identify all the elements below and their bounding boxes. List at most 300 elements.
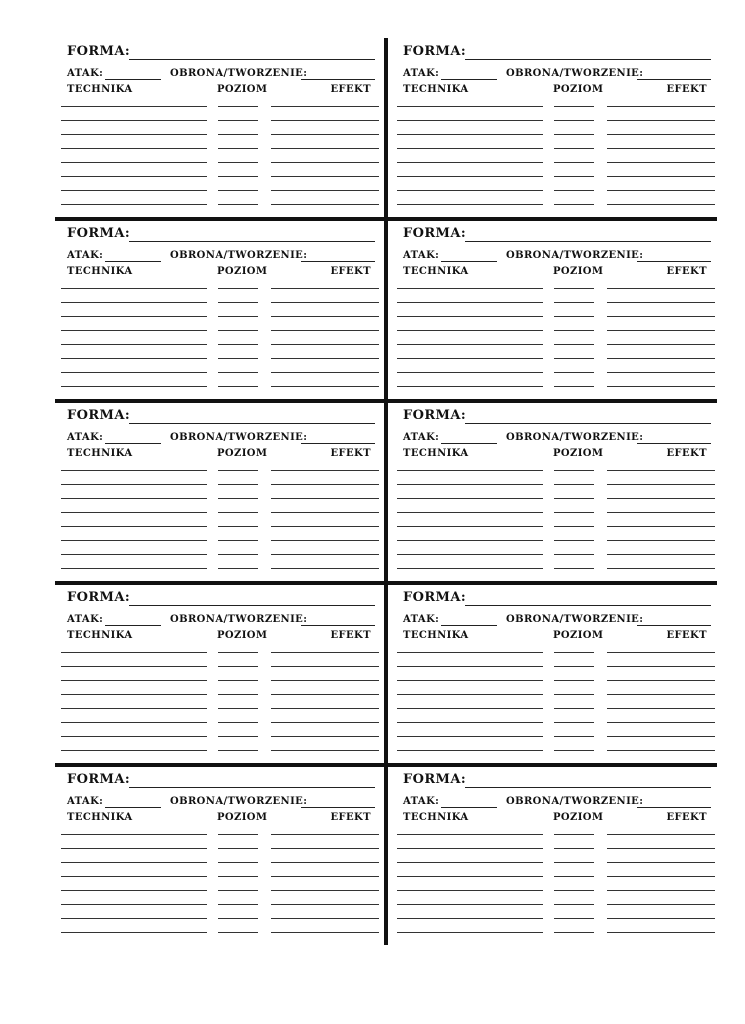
efekt-line[interactable] — [271, 722, 379, 723]
efekt-line[interactable] — [271, 190, 379, 191]
technika-line[interactable] — [61, 526, 207, 527]
poziom-line[interactable] — [218, 134, 258, 135]
poziom-line[interactable] — [218, 288, 258, 289]
efekt-line[interactable] — [271, 526, 379, 527]
poziom-line[interactable] — [218, 750, 258, 751]
poziom-line[interactable] — [554, 694, 594, 695]
efekt-line[interactable] — [607, 470, 715, 471]
obrona-input-line[interactable] — [301, 261, 375, 262]
technika-line[interactable] — [61, 722, 207, 723]
poziom-line[interactable] — [218, 834, 258, 835]
poziom-line[interactable] — [218, 204, 258, 205]
poziom-line[interactable] — [218, 358, 258, 359]
efekt-line[interactable] — [271, 652, 379, 653]
poziom-line[interactable] — [554, 344, 594, 345]
efekt-line[interactable] — [607, 666, 715, 667]
technika-header: TECHNIKA — [67, 266, 133, 277]
efekt-line[interactable] — [271, 918, 379, 919]
technika-line[interactable] — [61, 554, 207, 555]
atak-input-line[interactable] — [441, 79, 497, 80]
poziom-line[interactable] — [218, 918, 258, 919]
technika-line[interactable] — [61, 862, 207, 863]
poziom-line[interactable] — [218, 554, 258, 555]
forma-label: FORMA: — [67, 44, 131, 59]
technika-line[interactable] — [61, 176, 207, 177]
efekt-line[interactable] — [607, 344, 715, 345]
technika-line[interactable] — [397, 848, 543, 849]
efekt-line[interactable] — [607, 302, 715, 303]
poziom-line[interactable] — [218, 666, 258, 667]
technika-line[interactable] — [61, 568, 207, 569]
poziom-line[interactable] — [218, 680, 258, 681]
atak-label: ATAK: — [67, 250, 104, 261]
efekt-line[interactable] — [607, 736, 715, 737]
obrona-tworzenie-label: OBRONA/TWORZENIE: — [170, 68, 308, 79]
efekt-line[interactable] — [271, 750, 379, 751]
poziom-line[interactable] — [554, 302, 594, 303]
atak-input-line[interactable] — [105, 261, 161, 262]
poziom-line[interactable] — [554, 526, 594, 527]
poziom-line[interactable] — [554, 358, 594, 359]
technika-line[interactable] — [61, 890, 207, 891]
poziom-line[interactable] — [218, 372, 258, 373]
technika-line[interactable] — [397, 288, 543, 289]
poziom-line[interactable] — [554, 330, 594, 331]
efekt-line[interactable] — [271, 176, 379, 177]
efekt-line[interactable] — [271, 708, 379, 709]
poziom-line[interactable] — [554, 554, 594, 555]
efekt-line[interactable] — [271, 386, 379, 387]
efekt-header: EFEKT — [330, 448, 371, 459]
poziom-line[interactable] — [554, 484, 594, 485]
technika-line[interactable] — [61, 204, 207, 205]
efekt-line[interactable] — [271, 848, 379, 849]
technika-line[interactable] — [61, 498, 207, 499]
poziom-line[interactable] — [554, 372, 594, 373]
poziom-line[interactable] — [218, 148, 258, 149]
technika-line[interactable] — [397, 708, 543, 709]
obrona-input-line[interactable] — [301, 79, 375, 80]
poziom-line[interactable] — [218, 694, 258, 695]
poziom-line[interactable] — [218, 512, 258, 513]
poziom-line[interactable] — [218, 470, 258, 471]
efekt-line[interactable] — [607, 190, 715, 191]
poziom-line[interactable] — [554, 568, 594, 569]
forma-label: FORMA: — [403, 44, 467, 59]
poziom-line[interactable] — [554, 680, 594, 681]
technika-line[interactable] — [397, 862, 543, 863]
efekt-line[interactable] — [607, 148, 715, 149]
poziom-line[interactable] — [554, 386, 594, 387]
efekt-line[interactable] — [271, 162, 379, 163]
atak-input-line[interactable] — [441, 261, 497, 262]
poziom-line[interactable] — [554, 120, 594, 121]
efekt-line[interactable] — [271, 890, 379, 891]
technika-line[interactable] — [397, 484, 543, 485]
efekt-line[interactable] — [607, 162, 715, 163]
efekt-line[interactable] — [607, 106, 715, 107]
forma-input-line[interactable] — [465, 423, 711, 424]
poziom-line[interactable] — [554, 666, 594, 667]
technika-line[interactable] — [397, 568, 543, 569]
poziom-header: POZIOM — [553, 812, 604, 823]
poziom-line[interactable] — [218, 904, 258, 905]
efekt-line[interactable] — [607, 568, 715, 569]
technika-line[interactable] — [397, 512, 543, 513]
technika-line[interactable] — [397, 652, 543, 653]
efekt-line[interactable] — [607, 694, 715, 695]
technika-line[interactable] — [61, 134, 207, 135]
efekt-line[interactable] — [271, 484, 379, 485]
poziom-line[interactable] — [218, 484, 258, 485]
vertical-divider — [384, 38, 388, 945]
atak-input-line[interactable] — [105, 807, 161, 808]
poziom-line[interactable] — [218, 120, 258, 121]
efekt-line[interactable] — [271, 148, 379, 149]
efekt-line[interactable] — [607, 876, 715, 877]
efekt-line[interactable] — [607, 512, 715, 513]
technika-line[interactable] — [397, 358, 543, 359]
efekt-line[interactable] — [271, 512, 379, 513]
forma-input-line[interactable] — [129, 59, 375, 60]
efekt-line[interactable] — [271, 876, 379, 877]
efekt-line[interactable] — [271, 862, 379, 863]
technika-line[interactable] — [61, 512, 207, 513]
efekt-line[interactable] — [607, 722, 715, 723]
technika-line[interactable] — [61, 694, 207, 695]
technika-line[interactable] — [397, 204, 543, 205]
poziom-line[interactable] — [218, 498, 258, 499]
poziom-line[interactable] — [218, 162, 258, 163]
technika-line[interactable] — [397, 120, 543, 121]
technika-line[interactable] — [61, 904, 207, 905]
technika-line[interactable] — [397, 736, 543, 737]
technika-line[interactable] — [61, 288, 207, 289]
efekt-line[interactable] — [607, 316, 715, 317]
poziom-line[interactable] — [554, 708, 594, 709]
poziom-line[interactable] — [554, 288, 594, 289]
atak-label: ATAK: — [67, 432, 104, 443]
efekt-line[interactable] — [607, 358, 715, 359]
obrona-input-line[interactable] — [637, 79, 711, 80]
technika-line[interactable] — [397, 666, 543, 667]
atak-input-line[interactable] — [441, 443, 497, 444]
efekt-line[interactable] — [271, 470, 379, 471]
technika-line[interactable] — [61, 484, 207, 485]
technika-line[interactable] — [397, 540, 543, 541]
efekt-line[interactable] — [607, 484, 715, 485]
efekt-line[interactable] — [271, 904, 379, 905]
technika-line[interactable] — [397, 876, 543, 877]
poziom-header: POZIOM — [217, 630, 268, 641]
efekt-line[interactable] — [607, 134, 715, 135]
forma-input-line[interactable] — [465, 787, 711, 788]
efekt-line[interactable] — [607, 330, 715, 331]
technika-line[interactable] — [61, 680, 207, 681]
poziom-line[interactable] — [554, 722, 594, 723]
forma-input-line[interactable] — [465, 59, 711, 60]
forma-input-line[interactable] — [129, 241, 375, 242]
technika-line[interactable] — [61, 358, 207, 359]
technika-line[interactable] — [61, 932, 207, 933]
technika-line[interactable] — [61, 652, 207, 653]
poziom-line[interactable] — [554, 540, 594, 541]
efekt-header: EFEKT — [330, 630, 371, 641]
obrona-input-line[interactable] — [301, 807, 375, 808]
obrona-input-line[interactable] — [637, 261, 711, 262]
poziom-line[interactable] — [218, 386, 258, 387]
poziom-line[interactable] — [218, 176, 258, 177]
technika-line[interactable] — [397, 890, 543, 891]
efekt-line[interactable] — [271, 540, 379, 541]
efekt-line[interactable] — [607, 526, 715, 527]
efekt-line[interactable] — [271, 204, 379, 205]
poziom-line[interactable] — [554, 876, 594, 877]
obrona-tworzenie-label: OBRONA/TWORZENIE: — [506, 614, 644, 625]
forma-input-line[interactable] — [129, 787, 375, 788]
technika-line[interactable] — [397, 134, 543, 135]
technika-line[interactable] — [397, 106, 543, 107]
technika-line[interactable] — [397, 386, 543, 387]
efekt-line[interactable] — [271, 554, 379, 555]
technika-line[interactable] — [61, 666, 207, 667]
technika-line[interactable] — [397, 526, 543, 527]
technika-line[interactable] — [61, 834, 207, 835]
forma-input-line[interactable] — [465, 241, 711, 242]
forma-label: FORMA: — [403, 590, 467, 605]
poziom-line[interactable] — [554, 904, 594, 905]
poziom-line[interactable] — [218, 568, 258, 569]
form-card — [391, 584, 713, 762]
poziom-line[interactable] — [554, 498, 594, 499]
technika-line[interactable] — [61, 372, 207, 373]
efekt-line[interactable] — [607, 288, 715, 289]
poziom-line[interactable] — [554, 652, 594, 653]
technika-line[interactable] — [61, 148, 207, 149]
poziom-line[interactable] — [218, 106, 258, 107]
efekt-line[interactable] — [271, 834, 379, 835]
technika-line[interactable] — [61, 540, 207, 541]
technika-line[interactable] — [61, 848, 207, 849]
efekt-line[interactable] — [607, 680, 715, 681]
poziom-line[interactable] — [218, 848, 258, 849]
poziom-line[interactable] — [554, 162, 594, 163]
technika-line[interactable] — [397, 162, 543, 163]
technika-line[interactable] — [397, 834, 543, 835]
poziom-line[interactable] — [218, 330, 258, 331]
poziom-line[interactable] — [554, 134, 594, 135]
technika-line[interactable] — [61, 120, 207, 121]
efekt-line[interactable] — [607, 890, 715, 891]
obrona-input-line[interactable] — [301, 443, 375, 444]
poziom-line[interactable] — [554, 918, 594, 919]
poziom-line[interactable] — [554, 750, 594, 751]
efekt-line[interactable] — [607, 386, 715, 387]
obrona-input-line[interactable] — [637, 807, 711, 808]
technika-line[interactable] — [397, 344, 543, 345]
technika-line[interactable] — [61, 106, 207, 107]
efekt-line[interactable] — [271, 134, 379, 135]
efekt-line[interactable] — [271, 694, 379, 695]
obrona-tworzenie-label: OBRONA/TWORZENIE: — [506, 796, 644, 807]
obrona-input-line[interactable] — [301, 625, 375, 626]
poziom-line[interactable] — [554, 890, 594, 891]
efekt-line[interactable] — [271, 302, 379, 303]
efekt-line[interactable] — [271, 316, 379, 317]
poziom-line[interactable] — [554, 932, 594, 933]
poziom-line[interactable] — [554, 204, 594, 205]
poziom-line[interactable] — [218, 302, 258, 303]
atak-label: ATAK: — [403, 796, 440, 807]
poziom-line[interactable] — [554, 736, 594, 737]
efekt-line[interactable] — [607, 848, 715, 849]
poziom-line[interactable] — [218, 932, 258, 933]
technika-line[interactable] — [61, 470, 207, 471]
efekt-line[interactable] — [271, 344, 379, 345]
technika-line[interactable] — [61, 708, 207, 709]
efekt-line[interactable] — [271, 288, 379, 289]
obrona-input-line[interactable] — [637, 443, 711, 444]
atak-input-line[interactable] — [105, 79, 161, 80]
efekt-line[interactable] — [607, 862, 715, 863]
poziom-line[interactable] — [554, 106, 594, 107]
forma-input-line[interactable] — [129, 605, 375, 606]
poziom-line[interactable] — [218, 190, 258, 191]
technika-line[interactable] — [61, 736, 207, 737]
technika-line[interactable] — [61, 876, 207, 877]
efekt-line[interactable] — [271, 666, 379, 667]
poziom-line[interactable] — [218, 708, 258, 709]
efekt-line[interactable] — [607, 120, 715, 121]
poziom-line[interactable] — [554, 148, 594, 149]
atak-label: ATAK: — [67, 614, 104, 625]
forma-label: FORMA: — [67, 590, 131, 605]
efekt-header: EFEKT — [666, 266, 707, 277]
efekt-line[interactable] — [607, 498, 715, 499]
atak-label: ATAK: — [403, 614, 440, 625]
poziom-line[interactable] — [554, 512, 594, 513]
technika-line[interactable] — [61, 386, 207, 387]
poziom-line[interactable] — [218, 316, 258, 317]
atak-input-line[interactable] — [441, 807, 497, 808]
efekt-line[interactable] — [607, 904, 715, 905]
form-card — [55, 38, 377, 216]
technika-line[interactable] — [397, 722, 543, 723]
efekt-line[interactable] — [607, 554, 715, 555]
poziom-line[interactable] — [554, 834, 594, 835]
technika-line[interactable] — [397, 918, 543, 919]
technika-line[interactable] — [397, 680, 543, 681]
form-card — [391, 402, 713, 580]
technique-rows — [397, 280, 711, 395]
poziom-line[interactable] — [554, 470, 594, 471]
form-card — [391, 220, 713, 398]
technika-line[interactable] — [397, 190, 543, 191]
technika-line[interactable] — [61, 330, 207, 331]
efekt-line[interactable] — [271, 358, 379, 359]
efekt-line[interactable] — [271, 330, 379, 331]
technika-line[interactable] — [61, 918, 207, 919]
poziom-line[interactable] — [554, 176, 594, 177]
efekt-line[interactable] — [607, 708, 715, 709]
technika-line[interactable] — [61, 190, 207, 191]
technika-line[interactable] — [397, 750, 543, 751]
poziom-line[interactable] — [554, 316, 594, 317]
atak-label: ATAK: — [403, 250, 440, 261]
poziom-line[interactable] — [218, 540, 258, 541]
technika-line[interactable] — [397, 176, 543, 177]
poziom-line[interactable] — [218, 890, 258, 891]
technika-line[interactable] — [397, 316, 543, 317]
atak-input-line[interactable] — [441, 625, 497, 626]
efekt-line[interactable] — [607, 750, 715, 751]
efekt-line[interactable] — [607, 834, 715, 835]
forma-label: FORMA: — [67, 772, 131, 787]
atak-input-line[interactable] — [105, 625, 161, 626]
technika-line[interactable] — [61, 162, 207, 163]
efekt-line[interactable] — [607, 540, 715, 541]
technika-line[interactable] — [397, 904, 543, 905]
technika-header: TECHNIKA — [403, 812, 469, 823]
forma-label: FORMA: — [67, 408, 131, 423]
poziom-line[interactable] — [554, 848, 594, 849]
poziom-line[interactable] — [218, 526, 258, 527]
efekt-line[interactable] — [271, 736, 379, 737]
poziom-line[interactable] — [218, 876, 258, 877]
technika-line[interactable] — [61, 302, 207, 303]
forma-input-line[interactable] — [129, 423, 375, 424]
poziom-line[interactable] — [218, 652, 258, 653]
technika-line[interactable] — [397, 932, 543, 933]
efekt-line[interactable] — [271, 680, 379, 681]
efekt-line[interactable] — [271, 932, 379, 933]
efekt-line[interactable] — [607, 204, 715, 205]
efekt-line[interactable] — [271, 498, 379, 499]
poziom-line[interactable] — [218, 344, 258, 345]
technika-line[interactable] — [397, 554, 543, 555]
technika-line[interactable] — [61, 750, 207, 751]
technika-line[interactable] — [397, 148, 543, 149]
forma-input-line[interactable] — [465, 605, 711, 606]
efekt-line[interactable] — [607, 918, 715, 919]
technika-line[interactable] — [397, 470, 543, 471]
efekt-line[interactable] — [271, 372, 379, 373]
efekt-line[interactable] — [271, 120, 379, 121]
poziom-line[interactable] — [554, 862, 594, 863]
atak-label: ATAK: — [403, 68, 440, 79]
technika-line[interactable] — [397, 330, 543, 331]
obrona-input-line[interactable] — [637, 625, 711, 626]
technika-line[interactable] — [397, 498, 543, 499]
poziom-line[interactable] — [218, 862, 258, 863]
technika-line[interactable] — [61, 316, 207, 317]
technika-line[interactable] — [397, 302, 543, 303]
poziom-line[interactable] — [218, 736, 258, 737]
atak-input-line[interactable] — [105, 443, 161, 444]
form-card — [391, 766, 713, 944]
efekt-line[interactable] — [607, 176, 715, 177]
efekt-line[interactable] — [271, 106, 379, 107]
efekt-line[interactable] — [271, 568, 379, 569]
poziom-line[interactable] — [554, 190, 594, 191]
efekt-line[interactable] — [607, 652, 715, 653]
efekt-line[interactable] — [607, 932, 715, 933]
efekt-line[interactable] — [607, 372, 715, 373]
technika-line[interactable] — [61, 344, 207, 345]
poziom-line[interactable] — [218, 722, 258, 723]
technika-line[interactable] — [397, 694, 543, 695]
technika-line[interactable] — [397, 372, 543, 373]
